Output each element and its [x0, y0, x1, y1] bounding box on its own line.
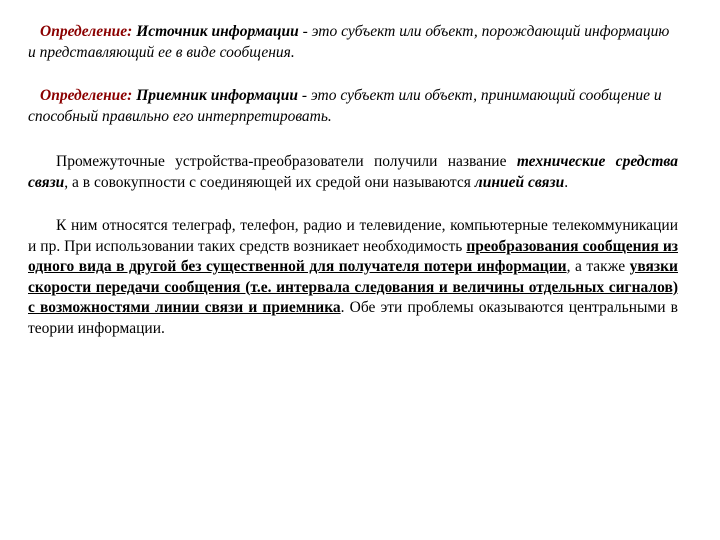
paragraph-text: . Обе эти проблемы оказываются центральными в теории информации. — [28, 299, 679, 337]
paragraph-text: К ним относятся телеграф, телефон, радио и телевидение, компьютерные телекоммуникации и пр. При использовании таких средств возникает необходимость — [28, 217, 678, 255]
emphasis-conversion: преобразования сообщения из одного вида в другой без существенной для получателя потери информации — [28, 237, 678, 275]
definition-term: Источник информации — [136, 23, 299, 40]
paragraph-text: , а в совокупности с соединяющей их средой они называются — [64, 173, 475, 191]
definition-text: - это субъект или объект, порождающий информацию и представляющий ее в виде сообщения. — [28, 23, 670, 61]
term-communication-line: линией связи — [474, 173, 565, 191]
definition-text: - это субъект или объект, принимающий сообщение и способный правильно его интерпретировать. — [28, 87, 662, 125]
paragraph-problems — [28, 216, 678, 339]
definition-source — [28, 22, 678, 63]
paragraph-text: . — [564, 173, 569, 191]
term-technical-means: технические средства связи — [28, 153, 679, 191]
paragraph-text: Промежуточные устройства-преобразователи получили название — [56, 153, 517, 170]
definition-receiver — [28, 86, 678, 127]
emphasis-rate-matching: увязки скорости передачи сообщения (т.е. интервала следования и величины отдельных сигналов) с возможностями линии связи и приемника — [28, 258, 678, 316]
definition-label: Определение: — [40, 87, 133, 104]
paragraph-text: , а также — [566, 258, 630, 275]
definition-term: Приемник информации — [136, 87, 298, 104]
definition-label: Определение: — [40, 23, 133, 40]
paragraph-communication-means — [28, 152, 678, 193]
